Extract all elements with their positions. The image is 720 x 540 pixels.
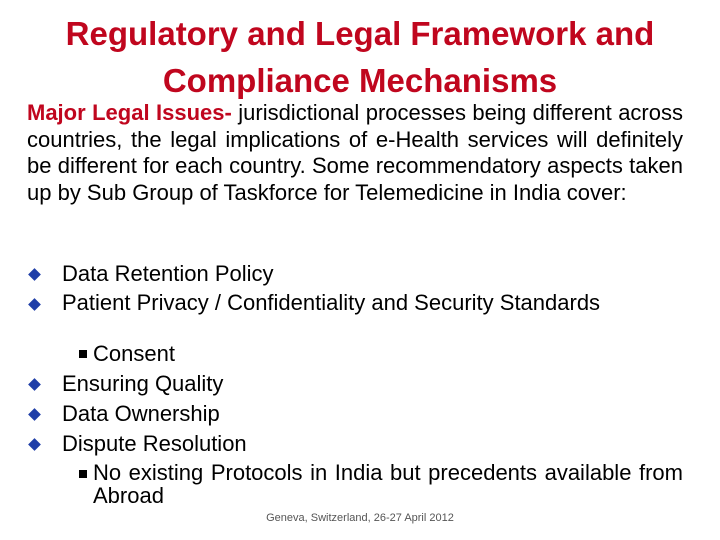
intro-paragraph bbox=[27, 100, 683, 206]
bullet-text: Dispute Resolution bbox=[62, 431, 247, 456]
square-bullet-icon bbox=[79, 470, 87, 478]
diamond-bullet-icon bbox=[28, 298, 41, 311]
slide-title bbox=[0, 10, 720, 104]
title-line-2: Compliance Mechanisms bbox=[162, 62, 558, 99]
title-line-1: Regulatory and Legal Framework and bbox=[65, 15, 655, 52]
sub-item-text: No existing Protocols in India but precedents available from Abroad bbox=[93, 460, 683, 508]
diamond-bullet-icon bbox=[28, 378, 41, 391]
intro-text: jurisdictional processes being different across countries, the legal implications of e-Health services will definitely be different for each country. Some recommendatory aspects taken up by Sub Group of Taskforce for Telemedicine in India cover: bbox=[27, 100, 683, 205]
square-bullet-icon bbox=[79, 350, 87, 358]
diamond-bullet-icon bbox=[28, 438, 41, 451]
bullet-text: Data Retention Policy bbox=[62, 261, 274, 286]
bullet-text: Patient Privacy / Confidentiality and Security Standards bbox=[62, 290, 601, 315]
bullet-text: Data Ownership bbox=[62, 401, 220, 426]
slide-footer: Geneva, Switzerland, 26-27 April 2012 bbox=[266, 512, 454, 524]
diamond-bullet-icon bbox=[28, 268, 41, 281]
bullet-text: Ensuring Quality bbox=[62, 371, 224, 396]
sub-item-text: Consent bbox=[93, 341, 175, 366]
intro-lead: Major Legal Issues- bbox=[27, 100, 232, 125]
diamond-bullet-icon bbox=[28, 408, 41, 421]
